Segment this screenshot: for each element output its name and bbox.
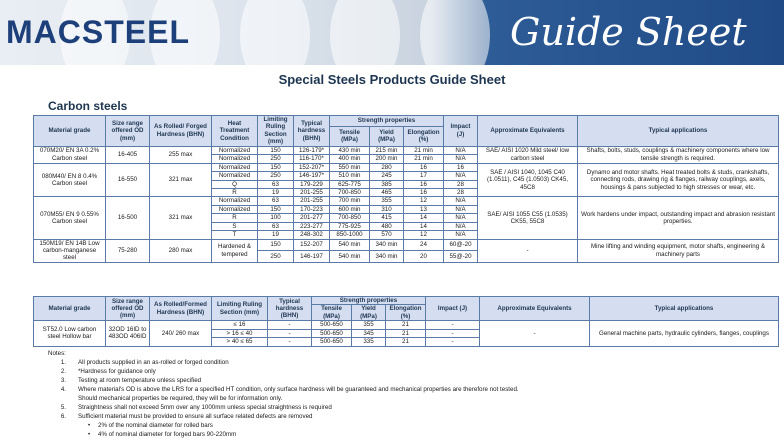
cell: 24 xyxy=(404,239,444,251)
sub-header: Tensile (MPa) xyxy=(312,305,352,321)
col-header: Typical applications xyxy=(590,297,779,321)
note-text: Straightness shall not exceed 5mm over any 1000mm unless special straightness is required xyxy=(78,404,332,411)
cell: 12 xyxy=(404,231,444,239)
cell: 21 min xyxy=(404,155,444,163)
col-header: Typical hardness (BHN) xyxy=(268,297,312,321)
cell: 28 xyxy=(444,188,478,196)
table-row xyxy=(34,321,779,329)
note-item xyxy=(48,412,519,421)
cell: 21 xyxy=(386,338,426,346)
cell: 100 xyxy=(258,214,294,222)
cell: 345 xyxy=(352,329,386,337)
cell: 13 xyxy=(404,205,444,213)
size-range: 75-280 xyxy=(106,239,150,262)
col-header: Typical hardness (BHN) xyxy=(294,116,330,147)
cell: N/A xyxy=(444,155,478,163)
cell: - xyxy=(268,329,312,337)
cell: R xyxy=(212,214,258,222)
note-number: 2. xyxy=(60,368,66,375)
cell: 63 xyxy=(258,197,294,205)
table-row xyxy=(34,163,779,171)
cell: 150 xyxy=(258,205,294,213)
cell: 126-179* xyxy=(294,146,330,154)
cell: 200 min xyxy=(370,155,404,163)
cell: 570 xyxy=(370,231,404,239)
col-header: Impact (J) xyxy=(426,297,480,321)
cell: 335 xyxy=(352,338,386,346)
cell: N/A xyxy=(444,172,478,180)
cell: 150 xyxy=(258,146,294,154)
cell: 17 xyxy=(404,172,444,180)
cell: N/A xyxy=(444,214,478,222)
cell: N/A xyxy=(444,222,478,230)
cell: 540 min xyxy=(330,251,370,263)
cell: 465 xyxy=(370,188,404,196)
col-header: Material grade xyxy=(34,116,106,147)
cell: 600 min xyxy=(330,205,370,213)
cell: 415 xyxy=(370,214,404,222)
cell: Normalized xyxy=(212,146,258,154)
cell: 14 xyxy=(404,214,444,222)
cell: 20 xyxy=(404,251,444,263)
cell: 700-850 xyxy=(330,188,370,196)
note-text: All products supplied in an as-rolled or forged condition xyxy=(78,359,229,366)
note-text: Where material's OD is above the LRS for a specified HT condition, only surface hardness will be guaranteed and mechanical properties are therefore not tested. xyxy=(78,386,519,393)
cell: 201-255 xyxy=(294,197,330,205)
cell: 19 xyxy=(258,231,294,239)
cell: 500-650 xyxy=(312,329,352,337)
sub-header: Elongation (%) xyxy=(386,305,426,321)
note-number: 3. xyxy=(60,377,66,384)
cell: 215 min xyxy=(370,146,404,154)
note-number: 6. xyxy=(60,413,66,420)
cell: - xyxy=(268,338,312,346)
cell: - xyxy=(426,338,480,346)
cell: S xyxy=(212,222,258,230)
cell: 385 xyxy=(370,180,404,188)
sub-header: Elongation (%) xyxy=(404,126,444,146)
cell: - xyxy=(268,321,312,329)
cell: 12 xyxy=(404,197,444,205)
cell: 250 xyxy=(258,251,294,263)
cell: 150 xyxy=(258,239,294,251)
page-title: Special Steels Products Guide Sheet xyxy=(278,72,506,87)
equivalents: SAE / AISI 1040, 1045 C40 (1.0511), C45 (1.0503) CK45, 45C8 xyxy=(478,163,578,197)
wave-decoration xyxy=(330,0,400,65)
equivalents: SAE/ AISI 1020 Mild steel/ low carbon steel xyxy=(478,146,578,163)
cell: 355 xyxy=(370,197,404,205)
cell: 250 xyxy=(258,172,294,180)
col-header: As Rolled/Formed Hardness (BHN) xyxy=(150,297,212,321)
macsteel-logo: MACSTEEL xyxy=(6,14,190,50)
cell: 540 min xyxy=(330,239,370,251)
table-row xyxy=(34,146,779,154)
hardness: 240/ 260 max xyxy=(150,321,212,346)
note-text: Testing at room temperature unless specified xyxy=(78,377,202,384)
cell: 16 xyxy=(404,163,444,171)
size-range: 16-500 xyxy=(106,197,150,239)
note-item xyxy=(48,367,519,376)
cell: Normalized xyxy=(212,155,258,163)
cell: N/A xyxy=(444,205,478,213)
cell: 21 xyxy=(386,321,426,329)
material-grade: 070M20/ EN 3A 0.2% Carbon steel xyxy=(34,146,106,163)
cell: N/A xyxy=(444,197,478,205)
cell: 152-207 xyxy=(294,239,330,251)
cell: 340 min xyxy=(370,239,404,251)
cell: 700-850 xyxy=(330,214,370,222)
cell: 550 min xyxy=(330,163,370,171)
cell: 775-925 xyxy=(330,222,370,230)
cell: - xyxy=(426,329,480,337)
cell: 245 xyxy=(370,172,404,180)
cell: N/A xyxy=(444,146,478,154)
cell: Normalized xyxy=(212,205,258,213)
material-grade: 150M19/ EN 14B Low carbon-manganese steel xyxy=(34,239,106,262)
note-item xyxy=(48,358,519,367)
col-header: Size range offered OD (mm) xyxy=(106,116,150,147)
cell: > 16 ≤ 40 xyxy=(212,329,268,337)
cell: Q xyxy=(212,180,258,188)
note-item xyxy=(48,394,519,403)
cell: 201-255 xyxy=(294,188,330,196)
applications: General machine parts, hydraulic cylinders, flanges, couplings xyxy=(590,321,779,346)
table-row xyxy=(34,239,779,251)
wave-decoration xyxy=(240,0,310,65)
applications: Mine lifting and winding equipment, motor shafts, engineering & machinery parts xyxy=(578,239,779,262)
cell: 250 xyxy=(258,155,294,163)
note-number: 5. xyxy=(60,404,66,411)
col-header: Strength properties xyxy=(312,297,426,305)
cell: 500-650 xyxy=(312,321,352,329)
col-header: Approximate Equivalents xyxy=(478,116,578,147)
applications: Dynamo and motor shafts. Heat treated bolts & studs, crankshafts, connecting rods, drawing rig & flanges, railway couplings, axels, housings & pans subjected to high stresses or wear, etc. xyxy=(578,163,779,197)
cell: > 40 ≤ 65 xyxy=(212,338,268,346)
sub-header: Tensile (MPa) xyxy=(330,126,370,146)
note-text: Should mechanical properties be required, they will be for information only. xyxy=(78,395,283,402)
col-header: Impact (J) xyxy=(444,116,478,147)
hollow-bar-table xyxy=(33,296,779,347)
note-bullet: • 2% of the nominal diameter for rolled bars xyxy=(48,421,519,430)
note-text: *Hardness for guidance only xyxy=(78,368,156,375)
applications: Shafts, bolts, studs, couplings & machinery components where low tensile strength is required. xyxy=(578,146,779,163)
hardness: 321 max xyxy=(150,163,212,197)
header-banner xyxy=(0,0,784,65)
cell: 21 min xyxy=(404,146,444,154)
note-text: Sufficient material must be provided to ensure all surface related defects are removed xyxy=(78,413,313,420)
cell: 248-302 xyxy=(294,231,330,239)
equivalents: - xyxy=(480,321,590,346)
size-range: 16-550 xyxy=(106,163,150,197)
cell: 21 xyxy=(386,329,426,337)
col-header: Heat Treatment Condition xyxy=(212,116,258,147)
cell: 14 xyxy=(404,222,444,230)
col-header: As Rolled/ Forged Hardness (BHN) xyxy=(150,116,212,147)
sub-header: Yield (MPa) xyxy=(370,126,404,146)
applications: Work hardens under impact, outstanding impact and abrasion resistant properties. xyxy=(578,197,779,239)
cell: 179-229 xyxy=(294,180,330,188)
cell: 430 min xyxy=(330,146,370,154)
cell: Normalized xyxy=(212,163,258,171)
cell: 150 xyxy=(258,163,294,171)
note-number: 1. xyxy=(60,359,66,366)
note-item xyxy=(48,403,519,412)
cell: 16 xyxy=(444,163,478,171)
hardness: 321 max xyxy=(150,197,212,239)
material-grade: 070M55/ EN 9 0.55% Carbon steel xyxy=(34,197,106,239)
col-header: Limiting Ruling Section (mm) xyxy=(258,116,294,147)
material-grade: ST52.0 Low carbon steel Hollow bar xyxy=(34,321,106,346)
cell: 625-775 xyxy=(330,180,370,188)
cell: 60@-20 xyxy=(444,239,478,251)
equivalents: - xyxy=(478,239,578,262)
cell: N/A xyxy=(444,231,478,239)
col-header: Material grade xyxy=(34,297,106,321)
col-header: Size range offered OD (mm) xyxy=(106,297,150,321)
cell: R xyxy=(212,188,258,196)
notes-label: Notes: xyxy=(48,350,66,357)
cell: - xyxy=(426,321,480,329)
col-header: Typical applications xyxy=(578,116,779,147)
cell: 146-197* xyxy=(294,172,330,180)
table-row xyxy=(34,197,779,205)
cell: 146-197 xyxy=(294,251,330,263)
cell: 310 xyxy=(370,205,404,213)
note-item xyxy=(48,385,519,394)
cell: 16 xyxy=(404,188,444,196)
note-bullet: • 4% of nominal diameter for forged bars 90-220mm xyxy=(48,430,519,439)
cell: 63 xyxy=(258,180,294,188)
col-header: Limiting Ruling Section (mm) xyxy=(212,297,268,321)
cell: Normalized xyxy=(212,172,258,180)
col-header: Strength properties xyxy=(330,116,444,127)
cell: 16 xyxy=(404,180,444,188)
heat-treatment: Hardened & tempered xyxy=(212,239,258,262)
cell: 19 xyxy=(258,188,294,196)
cell: 152-207* xyxy=(294,163,330,171)
cell: 170-223 xyxy=(294,205,330,213)
cell: Normalized xyxy=(212,197,258,205)
equivalents: SAE/ AISI 1055 C55 (1.0535) CK55, 55C8 xyxy=(478,197,578,239)
note-item xyxy=(48,376,519,385)
cell: 500-650 xyxy=(312,338,352,346)
cell: 223-277 xyxy=(294,222,330,230)
col-header: Approximate Equivalents xyxy=(480,297,590,321)
cell: 850-1000 xyxy=(330,231,370,239)
cell: 280 xyxy=(370,163,404,171)
cell: 28 xyxy=(444,180,478,188)
cell: 116-170* xyxy=(294,155,330,163)
note-number: 4. xyxy=(60,386,66,393)
size-range: 32OD 16ID to 483OD 406ID xyxy=(106,321,150,346)
wave-decoration xyxy=(420,0,490,65)
cell: 55@-20 xyxy=(444,251,478,263)
cell: 510 min xyxy=(330,172,370,180)
cell: ≤ 16 xyxy=(212,321,268,329)
material-grade: 080M40/ EN 8 0.4% Carbon steel xyxy=(34,163,106,197)
carbon-steels-table xyxy=(33,115,779,263)
cell: 480 xyxy=(370,222,404,230)
cell: 700 min xyxy=(330,197,370,205)
guide-sheet-banner-text: Guide Sheet xyxy=(510,10,747,54)
cell: T xyxy=(212,231,258,239)
section-heading: Carbon steels xyxy=(48,99,128,113)
sub-header: Yield (MPa) xyxy=(352,305,386,321)
hardness: 280 max xyxy=(150,239,212,262)
notes-section xyxy=(48,349,519,439)
cell: 63 xyxy=(258,222,294,230)
cell: 201-277 xyxy=(294,214,330,222)
cell: 340 min xyxy=(370,251,404,263)
hardness: 255 max xyxy=(150,146,212,163)
cell: 400 min xyxy=(330,155,370,163)
size-range: 16-405 xyxy=(106,146,150,163)
cell: 355 xyxy=(352,321,386,329)
